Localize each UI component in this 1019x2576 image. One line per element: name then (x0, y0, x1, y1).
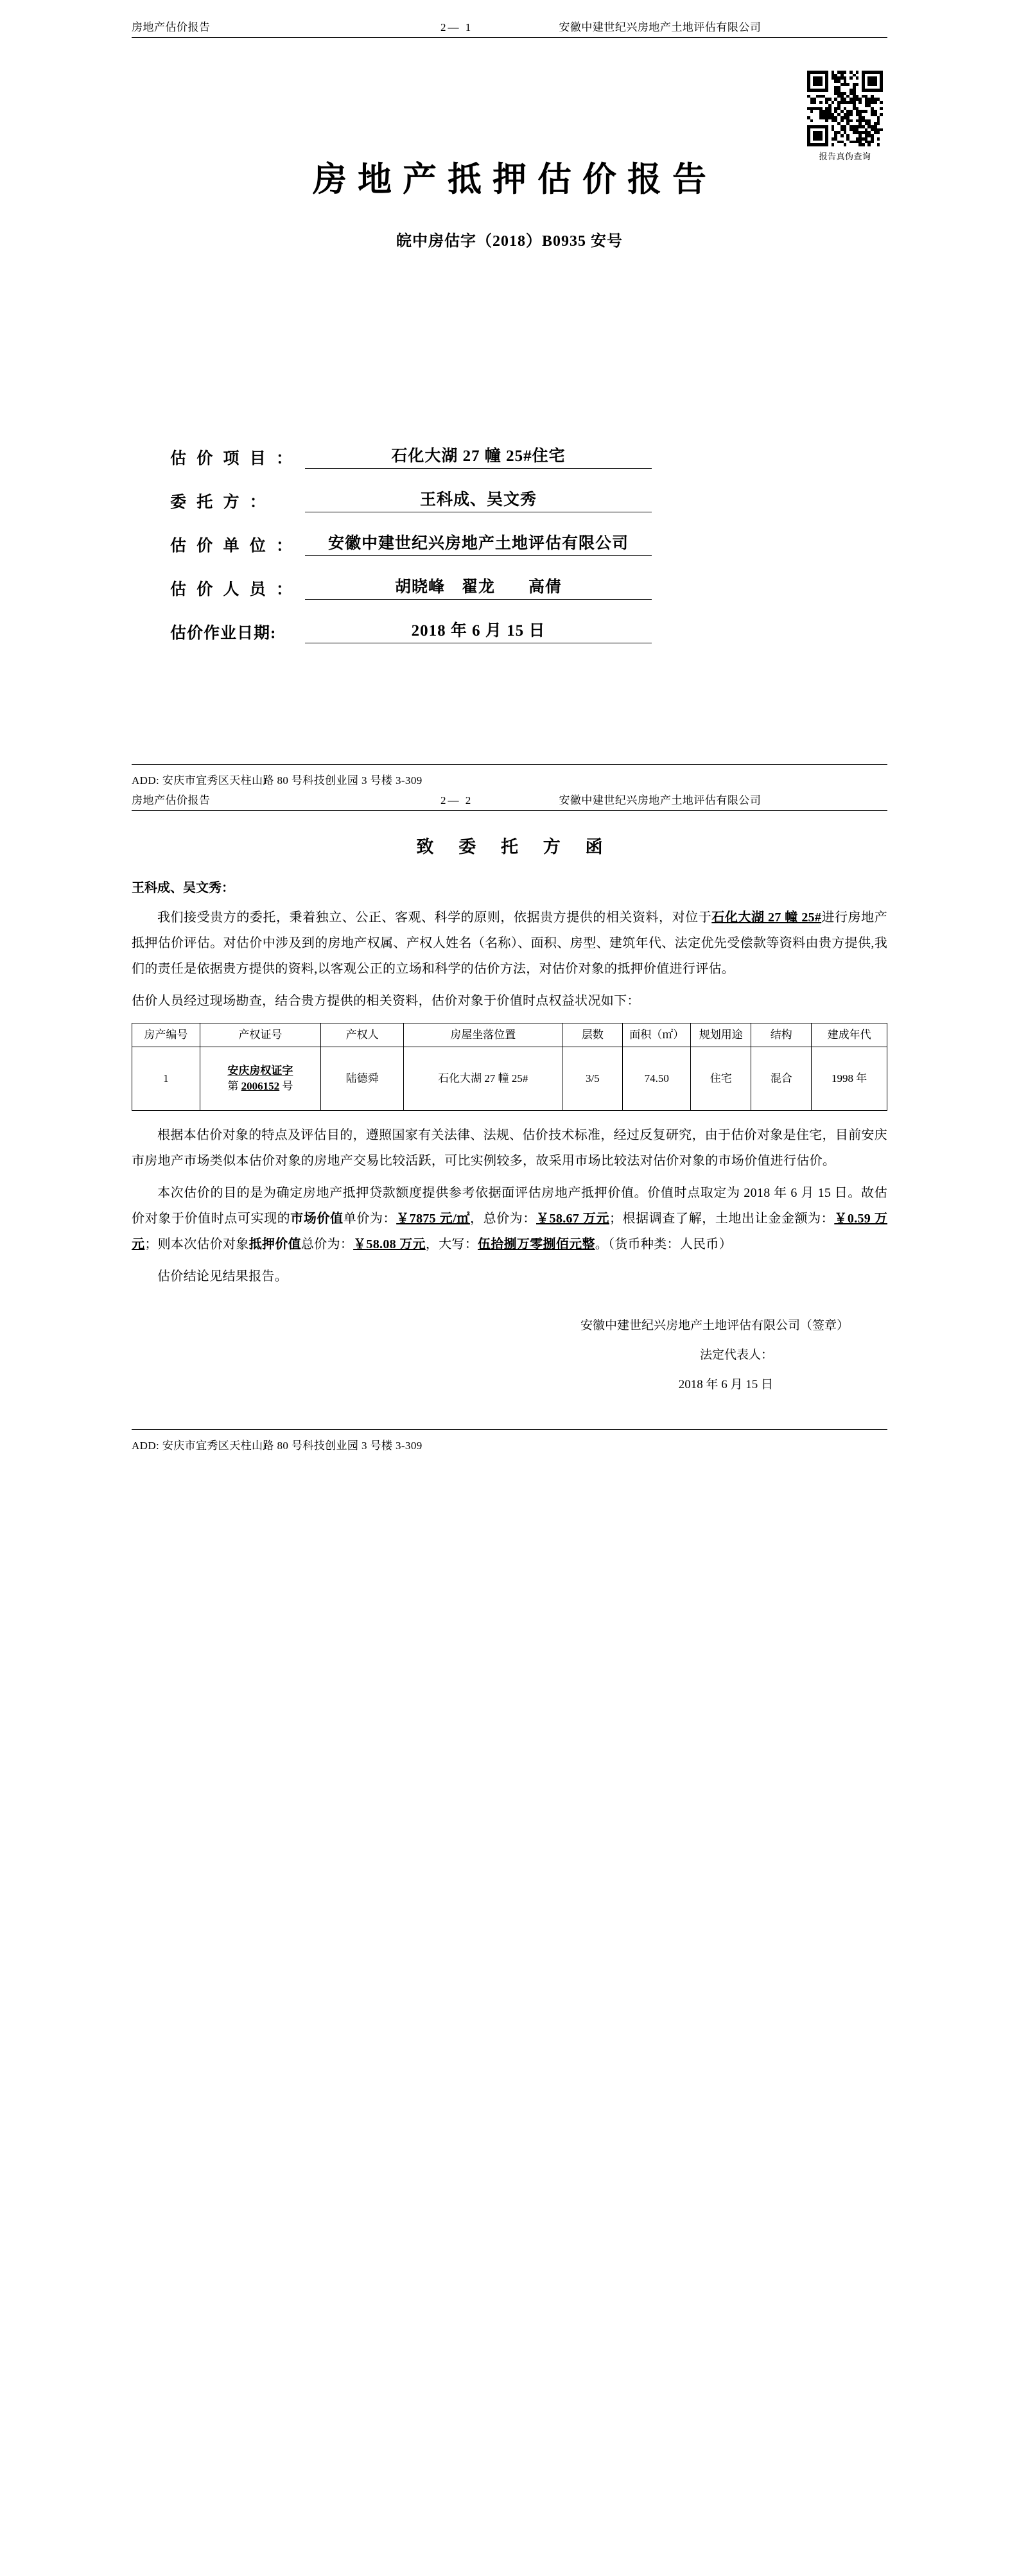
running-header-page-number-2: 2— 2 (440, 794, 473, 806)
document-number: 皖中房估字（2018）B0935 安号 (396, 233, 623, 250)
td-cert-suffix: 号 (279, 1080, 293, 1092)
running-header-page-number: 2— 1 (440, 21, 473, 33)
running-header-page1 (132, 18, 887, 38)
para4-unit-price: ￥7875 元/㎡ (396, 1212, 470, 1226)
para4-t3: ，总价为： (469, 1212, 537, 1226)
td-owner: 陆德舜 (320, 1047, 403, 1111)
running-header-company-2: 安徽中建世纪兴房地产土地评估有限公司 (559, 794, 762, 806)
letter-salutation: 王科成、吴文秀： (132, 881, 234, 895)
field-row-appraisers (170, 574, 887, 600)
letter-title: 致 委 托 方 函 (416, 837, 613, 857)
running-header-left-2: 房地产估价报告 (132, 794, 211, 806)
th-area: 面积（㎡） (623, 1023, 691, 1047)
para4-t2: 单价为： (343, 1212, 397, 1226)
signature-legal-rep: 法定代表人： (699, 1348, 773, 1362)
para1-part-c: 进行房地产抵押估价评估。对估价中涉及到的房地产权属、产权人姓名（名称）、面积、房型、建筑年代、法定优先受偿款等资料由贵方提供,我们的责任是依据贵方提供的资料,以客观公正的立场和科学的估价方法，对估价对象的抵押价值进行评估。 (132, 910, 887, 976)
para4-mortgage-total: ￥58.08 万元 (353, 1237, 426, 1251)
cover-fields (132, 443, 887, 643)
running-header-left: 房地产估价报告 (132, 21, 211, 33)
letter-paragraph-2: 估价人员经过现场勘查，结合贵方提供的相关资料，估价对象于价值时点权益状况如下： (132, 994, 640, 1008)
para4-total-price: ￥58.67 万元 (536, 1212, 609, 1226)
td-floor: 3/5 (562, 1047, 623, 1111)
field-row-date (170, 618, 887, 643)
field-label-appraisers: 估 价 人 员 ： (170, 581, 296, 598)
th-owner: 产权人 (320, 1023, 403, 1047)
letter-paragraph-3: 根据本估价对象的特点及评估目的，遵照国家有关法律、法规、估价技术标准，经过反复研究，由于估价对象是住宅，目前安庆市房地产市场类似本估价对象的房地产交易比较活跃，可比实例较多，故采用市场比较法对估价对象的市场价值进行估价。 (132, 1128, 887, 1168)
para1-subject-underlined: 石化大湖 27 幢 25# (711, 910, 822, 925)
th-house-no: 房产编号 (132, 1023, 200, 1047)
qr-code-icon (807, 71, 883, 146)
para4-t8: 。（货币种类：人民币） (595, 1237, 733, 1251)
para4-t1: 本次估价的目的是为确定房地产抵押贷款额度提供参考依据面评估房地产抵押价值。价值时点取定为 2018 年 6 月 15 日。故估价对象于价值时点可实现的 (132, 1186, 887, 1226)
field-label-client: 委 托 方 ： (170, 494, 269, 511)
letter-paragraph-5: 估价结论见结果报告。 (157, 1269, 288, 1284)
footer-address-page1: ADD: 安庆市宜秀区天柱山路 80 号科技创业园 3 号楼 3-309 (132, 764, 887, 787)
para1-part-a: 我们接受贵方的委托，秉着独立、公正、客观、科学的原则，依据贵方提供的相关资料，对位于 (157, 910, 712, 925)
property-table (132, 1023, 887, 1111)
para4-t4: ；根据调查了解，土地出让金金额为： (609, 1212, 835, 1226)
th-location: 房屋坐落位置 (404, 1023, 562, 1047)
td-structure: 混合 (751, 1047, 812, 1111)
td-cert-line1: 安庆房权证字 (227, 1065, 293, 1077)
td-cert-number: 2006152 (241, 1080, 280, 1092)
signature-date: 2018 年 6 月 15 日 (678, 1378, 773, 1391)
field-label-appraisal-company: 估 价 单 位 ： (170, 537, 296, 555)
td-house-no: 1 (132, 1047, 200, 1111)
td-cert-no (200, 1047, 320, 1111)
field-value-client: 王科成、吴文秀 (305, 487, 652, 512)
letter-paragraph-1 (132, 905, 887, 982)
page-title: 房地产抵押估价报告 (313, 161, 717, 198)
th-usage: 规划用途 (691, 1023, 751, 1047)
para4-t6: 总价为： (300, 1237, 354, 1251)
table-header-row (132, 1023, 887, 1047)
field-label-date: 估价作业日期: (170, 625, 277, 642)
para4-market-value-label: 市场价值 (290, 1212, 344, 1226)
running-header-company: 安徽中建世纪兴房地产土地评估有限公司 (559, 21, 762, 33)
td-cert-line2 (202, 1079, 319, 1094)
th-cert-no: 产权证号 (200, 1023, 320, 1047)
field-value-appraisers: 胡晓峰 翟龙 高倩 (305, 574, 652, 600)
qr-code-block (803, 71, 887, 162)
letter-paragraph-4 (132, 1180, 887, 1257)
signature-company: 安徽中建世纪兴房地产土地评估有限公司（签章） (580, 1319, 849, 1332)
signature-block (132, 1311, 887, 1400)
field-row-client (170, 487, 887, 512)
td-cert-prefix: 第 (227, 1080, 241, 1092)
footer-address-page2: ADD: 安庆市宜秀区天柱山路 80 号科技创业园 3 号楼 3-309 (132, 1429, 887, 1452)
th-year: 建成年代 (812, 1023, 887, 1047)
para4-land-fee: ￥0.59 万元 (132, 1212, 887, 1251)
th-structure: 结构 (751, 1023, 812, 1047)
td-location: 石化大湖 27 幢 25# (404, 1047, 562, 1111)
para4-t7: ，大写： (425, 1237, 478, 1251)
para4-amount-in-words: 伍拾捌万零捌佰元整 (478, 1237, 595, 1251)
field-value-date: 2018 年 6 月 15 日 (305, 618, 652, 643)
field-value-appraisal-company: 安徽中建世纪兴房地产土地评估有限公司 (305, 530, 652, 556)
para4-mortgage-value-label: 抵押价值 (248, 1237, 301, 1251)
report-cover-sheet (0, 0, 1019, 787)
field-row-project (170, 443, 887, 469)
letter-to-client-sheet (0, 787, 1019, 1452)
td-area: 74.50 (623, 1047, 691, 1111)
field-value-project: 石化大湖 27 幢 25#住宅 (305, 443, 652, 469)
table-row (132, 1047, 887, 1111)
th-floor: 层数 (562, 1023, 623, 1047)
td-year: 1998 年 (812, 1047, 887, 1111)
qr-code-caption: 报告真伪查询 (819, 152, 871, 161)
td-usage: 住宅 (691, 1047, 751, 1111)
running-header-page2 (132, 791, 887, 811)
field-label-project: 估 价 项 目 ： (170, 450, 296, 467)
para4-t5: ；则本次估价对象 (144, 1237, 249, 1251)
field-row-appraisal-company (170, 530, 887, 556)
